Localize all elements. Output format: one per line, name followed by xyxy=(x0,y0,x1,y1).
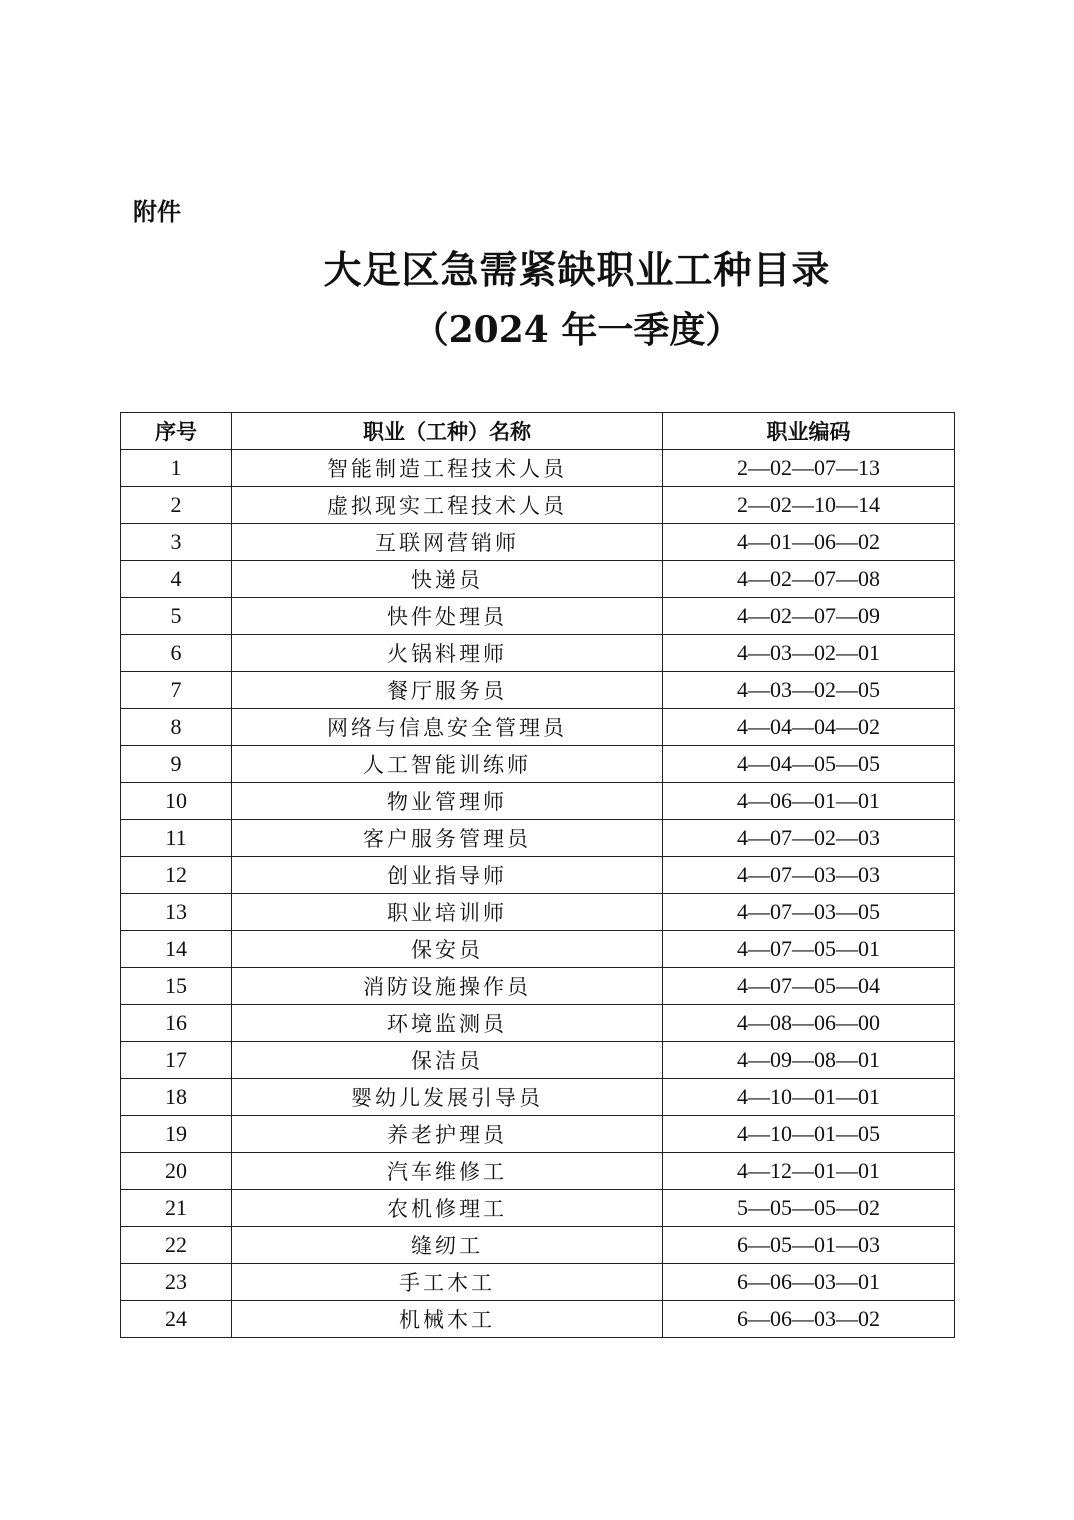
row-number: 5 xyxy=(121,598,232,635)
row-number: 22 xyxy=(121,1227,232,1264)
occupation-name: 人工智能训练师 xyxy=(232,746,663,783)
table-row xyxy=(121,1190,955,1227)
table-row xyxy=(121,1042,955,1079)
occupation-code: 4—02—07—08 xyxy=(663,561,955,598)
occupation-name: 消防设施操作员 xyxy=(232,968,663,1005)
occupation-name: 保洁员 xyxy=(232,1042,663,1079)
occupation-name: 餐厅服务员 xyxy=(232,672,663,709)
occupation-code: 4—06—01—01 xyxy=(663,783,955,820)
table-row xyxy=(121,635,955,672)
occupation-code: 4—04—04—02 xyxy=(663,709,955,746)
table-row xyxy=(121,1079,955,1116)
occupation-code: 4—07—05—01 xyxy=(663,931,955,968)
table-header xyxy=(121,413,955,450)
table-row xyxy=(121,968,955,1005)
row-number: 4 xyxy=(121,561,232,598)
row-number: 21 xyxy=(121,1190,232,1227)
occupation-code: 2—02—07—13 xyxy=(663,450,955,487)
table-row xyxy=(121,894,955,931)
table-row xyxy=(121,672,955,709)
header-code: 职业编码 xyxy=(663,413,955,450)
table-row xyxy=(121,1264,955,1301)
occupation-code: 4—10—01—05 xyxy=(663,1116,955,1153)
occupation-name: 创业指导师 xyxy=(232,857,663,894)
occupation-code: 4—03—02—01 xyxy=(663,635,955,672)
occupation-catalog-table xyxy=(120,412,955,1338)
occupation-name: 环境监测员 xyxy=(232,1005,663,1042)
attachment-label: 附件 xyxy=(133,198,181,226)
header-row xyxy=(121,413,955,450)
occupation-name: 汽车维修工 xyxy=(232,1153,663,1190)
table-row xyxy=(121,820,955,857)
occupation-code: 4—07—05—04 xyxy=(663,968,955,1005)
occupation-code: 4—08—06—00 xyxy=(663,1005,955,1042)
table-row xyxy=(121,931,955,968)
occupation-name: 客户服务管理员 xyxy=(232,820,663,857)
occupation-code: 4—04—05—05 xyxy=(663,746,955,783)
occupation-code: 4—10—01—01 xyxy=(663,1079,955,1116)
table-row xyxy=(121,1227,955,1264)
occupation-code: 6—06—03—01 xyxy=(663,1264,955,1301)
table-row xyxy=(121,524,955,561)
occupation-name: 职业培训师 xyxy=(232,894,663,931)
occupation-code: 4—07—02—03 xyxy=(663,820,955,857)
header-name: 职业（工种）名称 xyxy=(232,413,663,450)
table-row xyxy=(121,1301,955,1338)
table-row xyxy=(121,561,955,598)
table-row xyxy=(121,857,955,894)
row-number: 23 xyxy=(121,1264,232,1301)
occupation-code: 4—02—07—09 xyxy=(663,598,955,635)
row-number: 13 xyxy=(121,894,232,931)
occupation-name: 养老护理员 xyxy=(232,1116,663,1153)
row-number: 2 xyxy=(121,487,232,524)
occupation-code: 6—06—03—02 xyxy=(663,1301,955,1338)
occupation-name: 婴幼儿发展引导员 xyxy=(232,1079,663,1116)
row-number: 15 xyxy=(121,968,232,1005)
occupation-code: 4—07—03—03 xyxy=(663,857,955,894)
row-number: 16 xyxy=(121,1005,232,1042)
row-number: 6 xyxy=(121,635,232,672)
occupation-name: 互联网营销师 xyxy=(232,524,663,561)
occupation-name: 物业管理师 xyxy=(232,783,663,820)
table-row xyxy=(121,1116,955,1153)
header-no: 序号 xyxy=(121,413,232,450)
table-row xyxy=(121,1005,955,1042)
row-number: 14 xyxy=(121,931,232,968)
occupation-code: 5—05—05—02 xyxy=(663,1190,955,1227)
table-row xyxy=(121,709,955,746)
table-row xyxy=(121,1153,955,1190)
table-row xyxy=(121,487,955,524)
table-row xyxy=(121,598,955,635)
occupation-code: 4—09—08—01 xyxy=(663,1042,955,1079)
row-number: 18 xyxy=(121,1079,232,1116)
occupation-name: 缝纫工 xyxy=(232,1227,663,1264)
row-number: 10 xyxy=(121,783,232,820)
row-number: 24 xyxy=(121,1301,232,1338)
table-row xyxy=(121,783,955,820)
occupation-code: 6—05—01—03 xyxy=(663,1227,955,1264)
occupation-name: 快递员 xyxy=(232,561,663,598)
occupation-name: 网络与信息安全管理员 xyxy=(232,709,663,746)
occupation-name: 智能制造工程技术人员 xyxy=(232,450,663,487)
row-number: 9 xyxy=(121,746,232,783)
table-row xyxy=(121,450,955,487)
row-number: 19 xyxy=(121,1116,232,1153)
occupation-name: 快件处理员 xyxy=(232,598,663,635)
occupation-name: 虚拟现实工程技术人员 xyxy=(232,487,663,524)
row-number: 7 xyxy=(121,672,232,709)
occupation-code: 4—07—03—05 xyxy=(663,894,955,931)
table-row xyxy=(121,746,955,783)
row-number: 3 xyxy=(121,524,232,561)
row-number: 1 xyxy=(121,450,232,487)
row-number: 8 xyxy=(121,709,232,746)
occupation-name: 火锅料理师 xyxy=(232,635,663,672)
occupation-name: 机械木工 xyxy=(232,1301,663,1338)
row-number: 20 xyxy=(121,1153,232,1190)
occupation-code: 2—02—10—14 xyxy=(663,487,955,524)
occupation-name: 农机修理工 xyxy=(232,1190,663,1227)
occupation-name: 手工木工 xyxy=(232,1264,663,1301)
occupation-code: 4—12—01—01 xyxy=(663,1153,955,1190)
document-title: 大足区急需紧缺职业工种目录 xyxy=(323,247,831,292)
table-body xyxy=(121,450,955,1338)
row-number: 17 xyxy=(121,1042,232,1079)
occupation-code: 4—03—02—05 xyxy=(663,672,955,709)
row-number: 11 xyxy=(121,820,232,857)
occupation-code: 4—01—06—02 xyxy=(663,524,955,561)
row-number: 12 xyxy=(121,857,232,894)
occupation-name: 保安员 xyxy=(232,931,663,968)
document-subtitle: （2024 年一季度） xyxy=(412,309,742,351)
